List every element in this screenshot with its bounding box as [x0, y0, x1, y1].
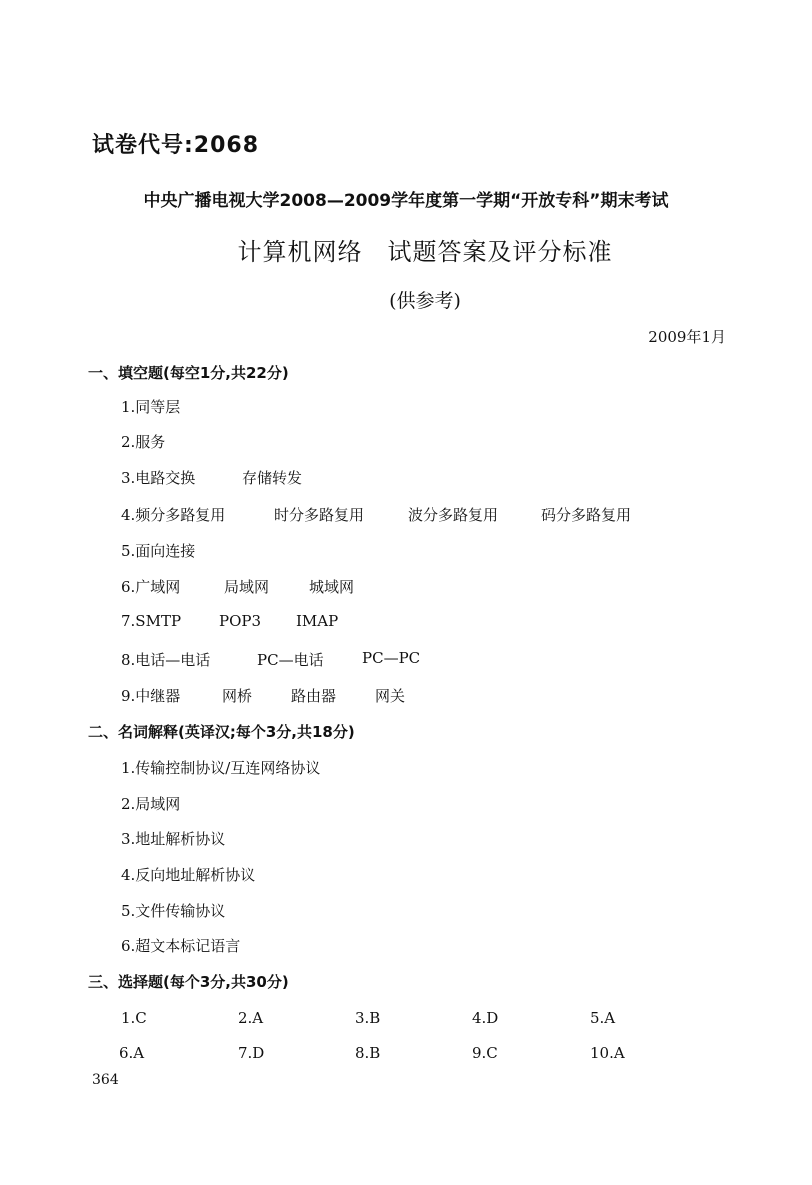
section-choice-heading: 三、选择题(每个3分,共30分) — [88, 973, 289, 991]
term-answer-2: 2.局域网 — [121, 795, 181, 813]
answer-text: PC—电话 — [257, 651, 324, 669]
answer-text: 网关 — [375, 687, 406, 705]
answer-text: 局域网 — [224, 578, 270, 596]
choice-answer: 6.A — [119, 1044, 145, 1062]
term-answer-5: 5.文件传输协议 — [121, 902, 226, 920]
page-number: 364 — [92, 1072, 119, 1088]
answer-text: 码分多路复用 — [541, 506, 632, 524]
choice-answer: 3.B — [355, 1009, 381, 1027]
paper-code: 试卷代号:2068 — [92, 133, 260, 158]
answer-text: PC—PC — [362, 649, 421, 667]
choice-answer: 8.B — [355, 1044, 381, 1062]
answer-text: 6.广域网 — [121, 578, 181, 596]
choice-answer: 5.A — [590, 1009, 616, 1027]
term-answer-3: 3.地址解析协议 — [121, 830, 226, 848]
document-title: 计算机网络 试题答案及评分标准 — [237, 238, 613, 266]
choice-answer: 9.C — [472, 1044, 498, 1062]
section-fill-heading: 一、填空题(每空1分,共22分) — [88, 364, 289, 382]
answer-text: 3.电路交换 — [121, 469, 196, 487]
choice-answer: 1.C — [121, 1009, 147, 1027]
answer-text: 城域网 — [309, 578, 355, 596]
term-answer-4: 4.反向地址解析协议 — [121, 866, 256, 884]
section-terms-heading: 二、名词解释(英译汉;每个3分,共18分) — [88, 723, 355, 741]
choice-answer: 7.D — [238, 1044, 265, 1062]
answer-text: 1.同等层 — [121, 398, 181, 416]
choice-answer: 10.A — [590, 1044, 625, 1062]
answer-text: IMAP — [296, 612, 339, 630]
answer-text: 时分多路复用 — [274, 506, 365, 524]
exam-name: 中央广播电视大学2008—2009学年度第一学期“开放专科”期末考试 — [143, 191, 669, 211]
answer-text: 4.频分多路复用 — [121, 506, 226, 524]
term-answer-1: 1.传输控制协议/互连网络协议 — [121, 759, 321, 777]
answer-text: 5.面向连接 — [121, 542, 196, 560]
fill-answer-2 — [121, 431, 165, 452]
choice-answer: 4.D — [472, 1009, 499, 1027]
answer-text: 存储转发 — [242, 469, 303, 487]
answer-text: 路由器 — [291, 687, 337, 705]
fill-answer-5 — [121, 540, 195, 561]
fill-answer-1 — [121, 396, 180, 417]
reference-note: (供参考) — [389, 290, 461, 312]
answer-text: 7.SMTP — [121, 612, 182, 630]
answer-text: POP3 — [219, 612, 262, 630]
term-answer-6: 6.超文本标记语言 — [121, 937, 241, 955]
choice-answer: 2.A — [238, 1009, 264, 1027]
answer-text: 波分多路复用 — [408, 506, 499, 524]
answer-text: 网桥 — [222, 687, 253, 705]
exam-date: 2009年1月 — [648, 328, 726, 346]
answer-text: 9.中继器 — [121, 687, 181, 705]
answer-text: 8.电话—电话 — [121, 651, 211, 669]
answer-text: 2.服务 — [121, 433, 166, 451]
